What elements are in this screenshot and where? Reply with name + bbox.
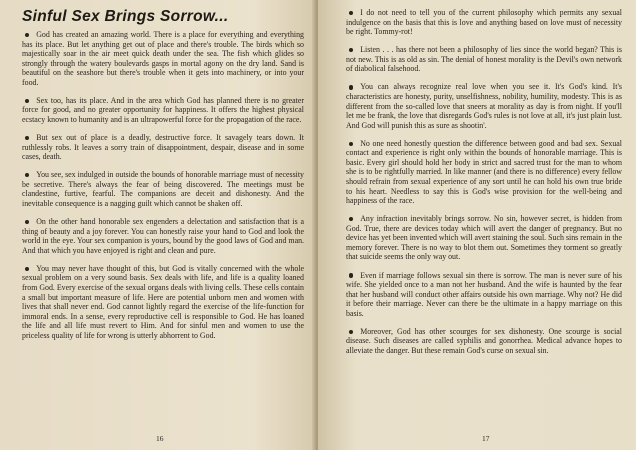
bullet-icon — [25, 267, 29, 271]
paragraph: Moreover, God has other scourges for sex dishonesty. One scourge is social disease. Such diseases are called syphilis and gonorrhea. Medical advance hopes to alleviate the danger. But these remain God's curse on sexual sin. — [346, 326, 622, 355]
right-page-text — [346, 8, 622, 364]
page-number: 16 — [156, 434, 164, 443]
bullet-icon — [25, 33, 29, 37]
bullet-icon — [349, 142, 353, 146]
paragraph: Sex too, has its place. And in the area which God has planned there is no greater force for good, and no greater opportunity for happiness. It offers the highest physical ecstacy known to humanity and is an ultrapowerful force for the propagation of the race. — [22, 95, 304, 124]
paragraph: But sex out of place is a deadly, destructive force. It savagely tears down. It ruthlessly robs. It leaves a sorry train of disappointment, despair, disease and in some cases, death. — [22, 133, 304, 162]
left-page — [0, 0, 316, 450]
bullet-icon — [349, 11, 353, 15]
page-title: Sinful Sex Brings Sorrow... — [22, 8, 229, 25]
bullet-icon — [25, 220, 29, 224]
paragraph: I do not need to tell you of the current philosophy which permits any sexual indulgence on the basis that this is love and anything based on love must of necessity be right. Tommy-rot! — [346, 8, 622, 37]
paragraph: You can always recognize real love when you see it. It's God's kind. It's characteristics are honesty, purity, unselfishness, nobility, humility, modesty. This is as different from the so-called love that sneers at morality as day is from night. If you'll let me be frank, the love that disregards God's rules is not love at all, it's just plain lust. And God will punish this as sure as shootin'. — [346, 82, 622, 130]
page-number: 17 — [482, 434, 490, 443]
paragraph: Listen . . . has there not been a philosophy of lies since the world began? This is not new. This is as old as sin. The denial of honest morality is the Devil's own network of diabolical falsehood. — [346, 45, 622, 74]
bullet-icon — [25, 136, 29, 140]
paragraph: You may never have thought of this, but God is vitally concerned with the whole sexual problem on a very sound basis. Sex deals with life, and life is a quality loaned from God. Every exercise of the sexual organs deals with living cells. These cells contain a small but important measure of life. Here are potential unborn men and women with lives that shall never end. God cannot lightly regard the exercise of the life-function for immoral ends. In a sense, every reproductive cell is responsible to God. He has loaned the life and all life must revert to Him. And for sinful men and women to use the priceless quality of life for wrong is utterly abhorrent to God. — [22, 263, 304, 340]
bullet-icon — [25, 173, 29, 177]
paragraph: On the other hand honorable sex engenders a delectation and satisfaction that is a thing of beauty and a joy forever. You can honestly raise your hand to God and look the world in the eye. Your sex companion is yours, bound by the good laws of God and man. And that which you have enjoyed is right and clean and pure. — [22, 217, 304, 255]
bullet-icon — [349, 48, 353, 52]
paragraph: You see, sex indulged in outside the bounds of honorable marriage must of necessity be secretive. There's always the fear of being discovered. The meetings must be clandestine, furtive, fearful. The companions are deceit and dishonesty. And the inevitable consequence is a nagging guilt which cannot be shaken off. — [22, 170, 304, 208]
bullet-icon — [25, 99, 29, 103]
paragraph: God has created an amazing world. There is a place for everything and everything has its place. But let anything get out of place and there's trouble. The birds which so majestically soar in the air meet quick death under the sea. The fish which glides so strongly through the watery boulevards gasps in mortal agony on the dry land. Sand is beautiful on the seashore but there's trouble when it gets into machinery, or into your food. — [22, 30, 304, 87]
bullet-icon — [349, 330, 353, 334]
bullet-icon — [349, 217, 353, 221]
bullet-icon — [349, 85, 353, 89]
paragraph: No one need honestly question the difference between good and bad sex. Sexual contact and experience is right only within the bounds of honorable marriage. This is basic. Every girl should hold her body in strict and sacred trust for the man to whom she is to be rightfully married. In like manner (and there is no difference) every fellow should refrain from sexual experience of any sort until he can hold his own true bride to his heart. Needless to say this is God's wise provision for the well-being and happiness of the race. — [346, 138, 622, 206]
left-page-text — [22, 8, 304, 349]
paragraph: Even if marriage follows sexual sin there is sorrow. The man is never sure of his wife. She yielded once to a man not her husband. And the wife is haunted by the fear that her husband will conduct other affairs outside his own marriage. Why not? He did it before their marriage. Never can there be the ultimate in a happy marriage on this basis. — [346, 270, 622, 318]
bullet-icon — [349, 273, 353, 277]
paragraph: Any infraction inevitably brings sorrow. No sin, however secret, is hidden from God. True, there are devices today which will avert the danger of pregnancy. But no device has yet been invented which will avert staining the soul. Such sins remain in the memory forever. There is no way to blot them out. Sometimes they torment so greatly that suicide seems the only way out. — [346, 214, 622, 262]
right-page — [318, 0, 636, 450]
